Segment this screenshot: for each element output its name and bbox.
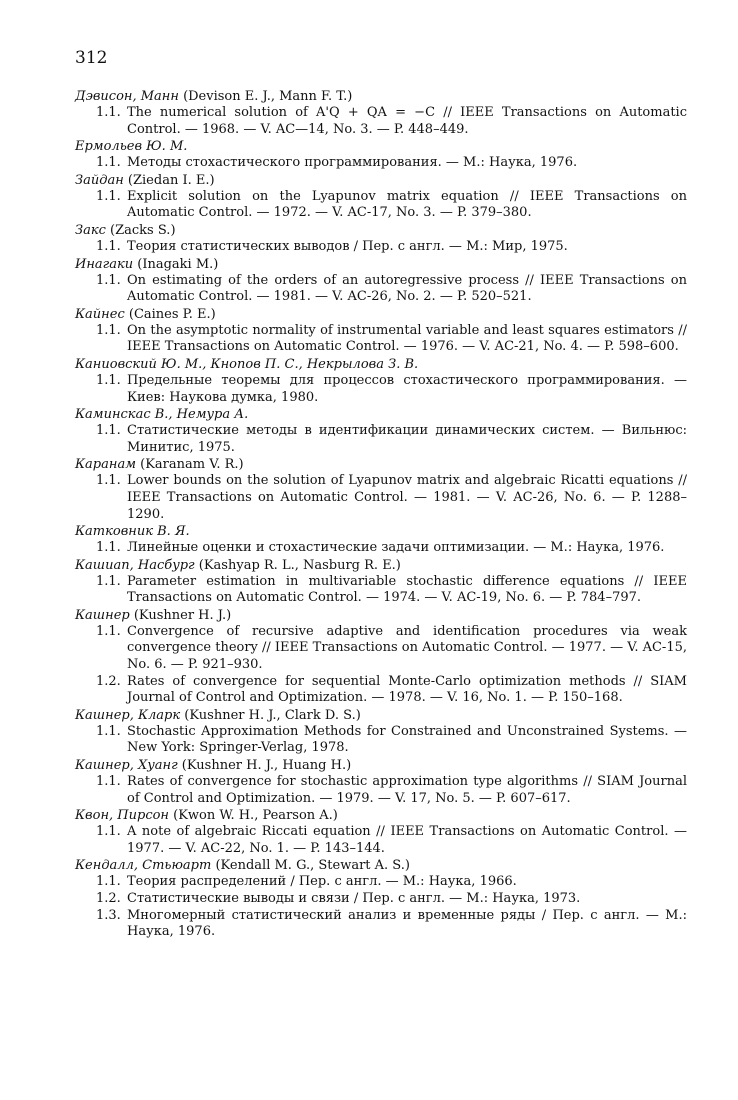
reference-text: On the asymptotic normality of instrumental variable and least squares estimators // IEEE Transactions on Automatic Control. — 1976. — V. AC-21, No. 4. — P. 598–600. [127,322,687,355]
author-latin-name: (Ziedan I. E.) [127,172,215,188]
reference-number: 1.1. [96,824,121,840]
author-line [75,757,687,774]
reference-number: 1.1. [96,238,121,254]
reference-text: Stochastic Approximation Methods for Constrained and Unconstrained Systems. — New York: Springer-Verlag, 1978. [127,723,687,756]
bibliography-entry [75,172,687,222]
author-latin-name: (Kwon W. H., Pearson A.) [173,808,338,824]
author-line [75,456,687,473]
author-line [75,138,687,155]
reference-number: 1.1. [96,188,121,204]
author-line [75,356,687,373]
reference-item [75,908,687,941]
author-line [75,707,687,724]
author-line [75,523,687,540]
author-line [75,88,687,105]
reference-text: A note of algebraic Riccati equation // IEEE Transactions on Automatic Control. — 1977. — V. AC-22, No. 1. — P. 143–144. [127,824,687,856]
author-line [75,306,687,323]
reference-text: Lower bounds on the solution of Lyapunov matrix and algebraic Ricatti equations // IEEE Transactions on Automatic Control. — 1981. — V. AC-26, No. 6. — P. 1288–1290. [127,473,687,522]
author-line [75,406,687,423]
author-latin-name: (Kushner H. J., Huang H.) [181,758,352,774]
author-name: Кайнес [75,306,125,322]
bibliography-entry [75,138,687,172]
reference-item [75,774,687,807]
reference-text: Explicit solution on the Lyapunov matrix equation // IEEE Transactions on Automatic Control. — 1972. — V. AC-17, No. 3. — P. 379–380. [127,188,687,221]
reference-number: 1.1. [96,473,121,489]
author-name: Ермольев Ю. М. [75,139,188,155]
bibliography-entry [75,406,687,456]
author-latin-name: (Kashyap R. L., Nasburg R. E.) [198,557,401,573]
reference-text: Методы стохастического программирования. — М.: Наука, 1976. [127,155,578,171]
reference-item [75,373,687,406]
author-name: Каниовский Ю. М., Кнопов П. С., Некрылова З. В. [75,356,419,372]
reference-item [75,574,687,607]
author-line [75,807,687,824]
reference-text: Линейные оценки и стохастические задачи оптимизации. — М.: Наука, 1976. [127,540,665,556]
reference-text: Rates of convergence for stochastic approximation type algorithms // SIAM Journal of Control and Optimization. — 1979. — V. 17, No. 5. — P. 607–617. [127,774,687,806]
author-latin-name: (Zacks S.) [110,222,176,238]
bibliography-entry [75,356,687,406]
reference-number: 1.2. [96,673,121,689]
bibliography-entry [75,607,687,707]
author-name: Кашнер, Хуанг [75,758,178,774]
reference-item [75,323,687,356]
bibliography-entry [75,857,687,940]
reference-item [75,874,687,891]
reference-text: Теория статистических выводов / Пер. с англ. — М.: Мир, 1975. [127,238,568,254]
bibliography-entry [75,456,687,523]
reference-text: Теория распределений / Пер. с англ. — М.: Наука, 1966. [127,874,517,890]
author-line [75,222,687,239]
reference-text: On estimating of the orders of an autoregressive process // IEEE Transactions on Automatic Control. — 1981. — V. AC-26, No. 2. — P. 520–521. [127,272,687,305]
reference-text: Rates of convergence for sequential Monte-Carlo optimization methods // SIAM Journal of Control and Optimization. — 1978. — V. 16, No. 1. — P. 150–168. [127,673,687,706]
reference-number: 1.2. [96,891,121,906]
bibliography-entry [75,707,687,757]
author-name: Квон, Пирсон [75,808,169,824]
reference-item [75,423,687,456]
author-name: Дэвисон, Манн [75,89,179,104]
reference-text: The numerical solution of A'Q + QA = −C // IEEE Transactions on Automatic Control. — 1968. — V. AC—14, No. 3. — P. 448–449. [127,105,687,137]
reference-number: 1.1. [96,540,121,556]
author-line [75,172,687,189]
author-name: Кендалл, Стьюарт [75,858,212,874]
bibliography-entry [75,222,687,256]
author-name: Кашнер, Кларк [75,707,181,723]
author-name: Кашиап, Насбург [75,557,195,573]
reference-item [75,891,687,908]
reference-item [75,473,687,523]
author-latin-name: (Karanam V. R.) [140,457,244,473]
bibliography-list [75,88,687,941]
reference-item [75,724,687,757]
author-line [75,607,687,624]
author-latin-name: (Kushner H. J.) [133,607,232,623]
author-line [75,557,687,574]
reference-item [75,189,687,222]
reference-item [75,824,687,857]
author-latin-name: (Inagaki M.) [137,256,219,272]
author-latin-name: (Kushner H. J., Clark D. S.) [184,707,361,723]
author-latin-name: (Devison E. J., Mann F. T.) [183,89,353,104]
author-latin-name: (Caines P. E.) [128,306,216,322]
reference-text: Статистические выводы и связи / Пер. с англ. — М.: Наука, 1973. [127,891,581,906]
page-number: 312 [75,48,108,68]
author-name: Инагаки [75,256,134,272]
reference-number: 1.1. [96,623,121,639]
reference-number: 1.1. [96,573,121,589]
reference-item [75,273,687,306]
author-name: Закс [75,222,106,238]
author-latin-name: (Kendall M. G., Stewart A. S.) [215,858,410,874]
reference-number: 1.1. [96,423,121,439]
reference-text: Parameter estimation in multivariable stochastic difference equations // IEEE Transactions on Automatic Control. — 1974. — V. AC-19, No. 6. — P. 784–797. [127,573,687,606]
reference-item [75,674,687,707]
bibliography-entry [75,557,687,607]
reference-number: 1.1. [96,723,121,739]
reference-number: 1.1. [96,774,121,790]
reference-number: 1.3. [96,907,121,923]
bibliography-entry [75,88,687,138]
author-name: Каранам [75,457,136,473]
author-line [75,857,687,874]
bibliography-entry [75,757,687,807]
reference-number: 1.1. [96,155,121,171]
reference-item [75,540,687,557]
reference-item [75,105,687,138]
author-name: Кашнер [75,607,130,623]
bibliography-entry [75,256,687,306]
reference-text: Многомерный статистический анализ и временные ряды / Пер. с англ. — М.: Наука, 1976. [127,907,687,940]
reference-text: Convergence of recursive adaptive and identification procedures via weak convergence theory // IEEE Transactions on Automatic Control. — 1977. — V. AC-15, No. 6. — P. 921–930. [127,623,688,673]
author-line [75,256,687,273]
bibliography-entry [75,807,687,857]
author-name: Зайдан [75,172,124,188]
reference-text: Предельные теоремы для процессов стохастического программирования. — Киев: Наукова думка, 1980. [127,372,687,405]
reference-item [75,155,687,172]
reference-number: 1.1. [96,874,121,890]
reference-item [75,624,687,674]
author-name: Каминскас В., Немура А. [75,407,249,423]
bibliography-entry [75,306,687,356]
reference-text: Статистические методы в идентификации динамических систем. — Вильнюс: Минитис, 1975. [127,423,687,455]
bibliography-entry [75,523,687,557]
reference-item [75,239,687,256]
author-name: Катковник В. Я. [75,524,190,540]
reference-number: 1.1. [96,322,121,338]
reference-number: 1.1. [96,372,121,388]
reference-number: 1.1. [96,272,121,288]
reference-number: 1.1. [96,105,121,120]
